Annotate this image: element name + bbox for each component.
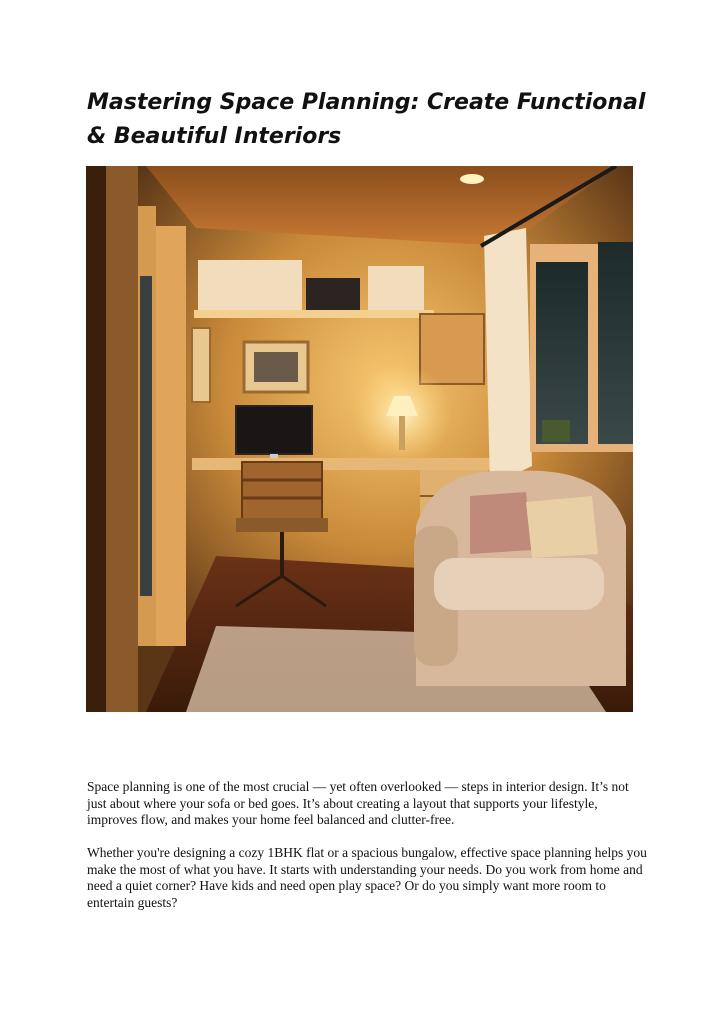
page-title: Mastering Space Planning: Create Functional & Beautiful Interiors xyxy=(87,90,646,149)
room-photo xyxy=(86,166,633,712)
intro-paragraph: Space planning is one of the most crucial — yet often overlooked — steps in interior design. It’s not just about where your sofa or bed goes. It’s about creating a layout that supports your lifestyle, improves flow, and makes your home feel balanced and clutter-free. xyxy=(87,779,629,827)
body-paragraph: Whether you're designing a cozy 1BHK flat or a spacious bungalow, effective space planning helps you make the most of what you have. It starts with understanding your needs. Do you work from home and need a quiet corner? Have kids and need open play space? Or do you simply want more room to entertain guests? xyxy=(87,845,647,910)
